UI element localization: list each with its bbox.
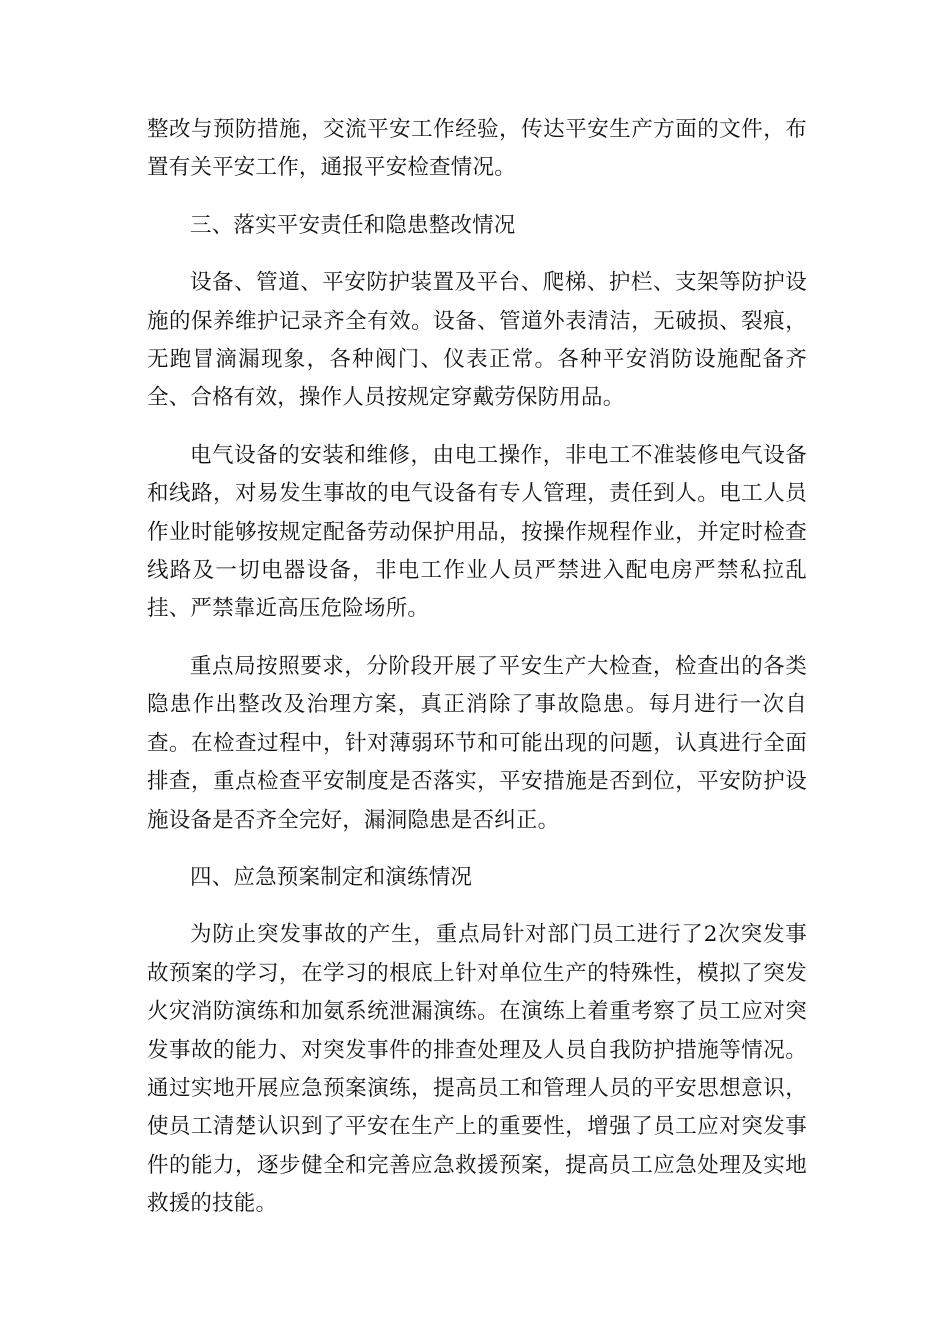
section-heading-4: 四、应急预案制定和演练情况 <box>190 864 473 890</box>
document-body <box>147 111 807 1243</box>
paragraph-electrical-safety: 电气设备的安装和维修，由电工操作，非电工不准装修电气设备和线路，对易发生事故的电气设备有专人管理，责任到人。电工人员作业时能够按规定配备劳动保护用品，按操作规程作业，并定时检查线路及一切电器设备，非电工作业人员严禁进入配电房严禁私拉乱挂、严禁靠近高压危险场所。 <box>147 442 807 622</box>
section-heading-3: 三、落实平安责任和隐患整改情况 <box>190 212 516 238</box>
paragraph-equipment-maintenance: 设备、管道、平安防护装置及平台、爬梯、护栏、支架等防护设施的保养维护记录齐全有效。设备、管道外表清洁，无破损、裂痕，无跑冒滴漏现象，各种阀门、仪表正常。各种平安消防设施配备齐全、合格有效，操作人员按规定穿戴劳保防用品。 <box>147 270 807 411</box>
paragraph-continuation: 整改与预防措施，交流平安工作经验，传达平安生产方面的文件，布置有关平安工作，通报平安检查情况。 <box>147 117 807 181</box>
paragraph-safety-inspection: 重点局按照要求，分阶段开展了平安生产大检查，检查出的各类隐患作出整改及治理方案，真正消除了事故隐患。每月进行一次自查。在检查过程中，针对薄弱环节和可能出现的问题，认真进行全面排查，重点检查平安制度是否落实，平安措施是否到位，平安防护设施设备是否齐全完好，漏洞隐患是否纠正。 <box>147 653 807 833</box>
paragraph-emergency-drill: 为防止突发事故的产生，重点局针对部门员工进行了2次突发事故预案的学习，在学习的根底上针对单位生产的特殊性，模拟了突发火灾消防演练和加氨系统泄漏演练。在演练上着重考察了员工应对突发事故的能力、对突发事件的排查处理及人员自我防护措施等情况。通过实地开展应急预案演练，提高员工和管理人员的平安思想意识，使员工清楚认识到了平安在生产上的重要性，增强了员工应对突发事件的能力，逐步健全和完善应急救援预案，提高员工应急处理及实地救援的技能。 <box>147 922 807 1217</box>
